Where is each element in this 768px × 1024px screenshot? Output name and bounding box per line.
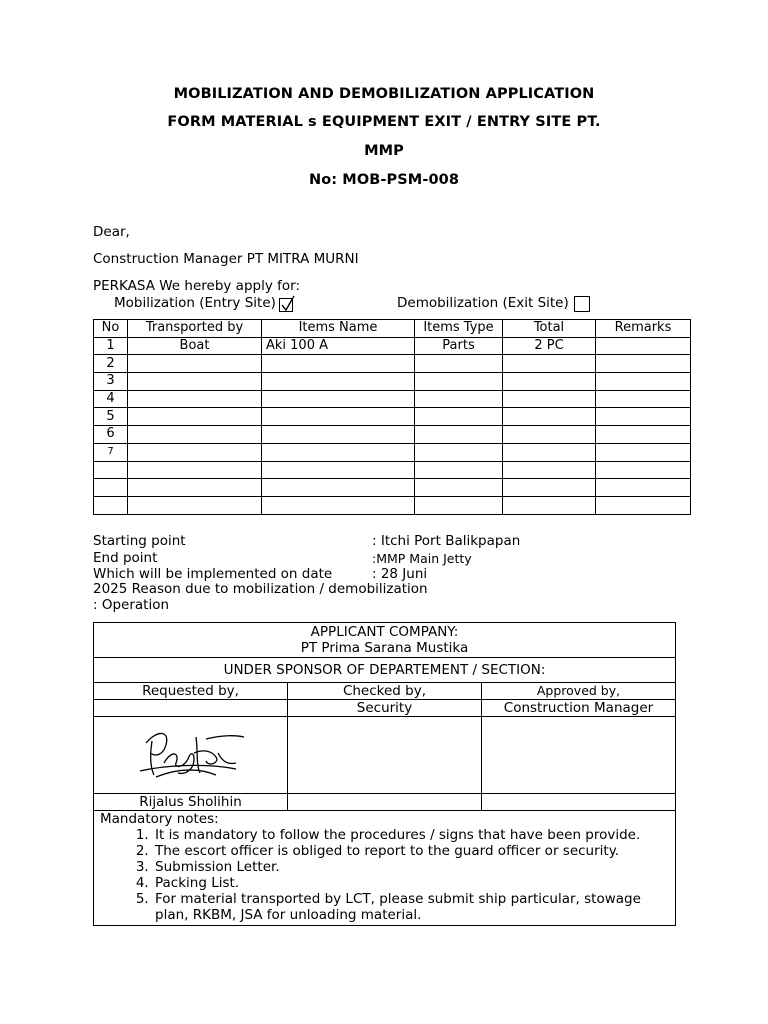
- cell-remarks: [596, 390, 691, 408]
- cell-transported-by: [128, 496, 262, 514]
- notes-title: Mandatory notes:: [100, 811, 219, 827]
- approval-table: [93, 622, 676, 926]
- mandatory-notes: [94, 811, 676, 926]
- recipient: Construction Manager PT MITRA MURNI: [93, 251, 359, 267]
- cell-items-type: Parts: [415, 337, 503, 355]
- end-label: End point: [93, 550, 158, 566]
- reason-line: 2025 Reason due to mobilization / demobilization: [93, 581, 428, 597]
- cell-items-type: [415, 479, 503, 497]
- mobilization-checkbox[interactable]: [279, 298, 293, 312]
- cell-transported-by: [128, 426, 262, 444]
- cell-total: [503, 373, 596, 391]
- mobilization-label: Mobilization (Entry Site): [114, 295, 276, 311]
- demobilization-label: Demobilization (Exit Site): [397, 295, 569, 311]
- cell-items-name: [262, 461, 415, 479]
- apply-text: PERKASA We hereby apply for:: [93, 278, 300, 294]
- cell-remarks: [596, 373, 691, 391]
- table-row: [94, 390, 691, 408]
- cell-total: [503, 390, 596, 408]
- cell-items-type: [415, 373, 503, 391]
- note-item: 1. It is mandatory to follow the procedures / signs that have been provide.: [153, 827, 669, 843]
- reason-value: : Operation: [93, 597, 170, 613]
- items-table: [93, 319, 691, 515]
- cell-no: 5: [94, 408, 128, 426]
- cell-total: [503, 355, 596, 373]
- cell-transported-by: [128, 373, 262, 391]
- cell-total: [503, 443, 596, 461]
- checked-by-label: Checked by,: [288, 683, 482, 700]
- demobilization-checkbox[interactable]: [574, 296, 590, 312]
- cell-total: [503, 408, 596, 426]
- table-row: [94, 355, 691, 373]
- requester-name: Rijalus Sholihin: [94, 794, 288, 811]
- approved-by-label: Approved by,: [482, 683, 676, 700]
- cell-total: [503, 426, 596, 444]
- col-header-items-type: Items Type: [415, 320, 503, 338]
- table-row: [94, 496, 691, 514]
- cell-items-type: [415, 390, 503, 408]
- table-row: [94, 373, 691, 391]
- table-row: [94, 479, 691, 497]
- cell-transported-by: [128, 479, 262, 497]
- cell-no: [94, 461, 128, 479]
- requested-by-label: Requested by,: [94, 683, 288, 700]
- form-title-line-3: MMP: [364, 143, 404, 159]
- col-header-items-name: Items Name: [262, 320, 415, 338]
- table-row: [94, 337, 691, 355]
- cell-transported-by: [128, 408, 262, 426]
- cell-items-name: [262, 355, 415, 373]
- note-item: 4. Packing List.: [153, 875, 669, 891]
- cell-items-type: [415, 496, 503, 514]
- cell-items-name: [262, 443, 415, 461]
- cell-remarks: [596, 479, 691, 497]
- cell-remarks: [596, 443, 691, 461]
- start-label: Starting point: [93, 533, 186, 549]
- approver-signature-cell: [482, 717, 676, 794]
- sponsor-label: UNDER SPONSOR OF DEPARTEMENT / SECTION:: [94, 658, 676, 683]
- cell-no: [94, 496, 128, 514]
- cell-transported-by: [128, 443, 262, 461]
- cell-items-name: [262, 479, 415, 497]
- cell-items-type: [415, 461, 503, 479]
- form-title-line-1: MOBILIZATION AND DEMOBILIZATION APPLICATION: [173, 86, 595, 102]
- cell-remarks: [596, 337, 691, 355]
- col-header-remarks: Remarks: [596, 320, 691, 338]
- salutation: Dear,: [93, 224, 130, 240]
- cell-no: [94, 479, 128, 497]
- cell-remarks: [596, 461, 691, 479]
- cell-total: [503, 461, 596, 479]
- cell-no: 6: [94, 426, 128, 444]
- end-value: :MMP Main Jetty: [372, 551, 472, 566]
- cell-no: 2: [94, 355, 128, 373]
- cell-no: 4: [94, 390, 128, 408]
- date-label: Which will be implemented on date: [93, 566, 333, 582]
- cell-remarks: [596, 408, 691, 426]
- cell-transported-by: [128, 355, 262, 373]
- checked-role: Security: [288, 700, 482, 717]
- cell-total: [503, 496, 596, 514]
- checker-name: [288, 794, 482, 811]
- note-item: 2. The escort officer is obliged to report to the guard officer or security.: [153, 843, 669, 859]
- cell-items-name: [262, 496, 415, 514]
- date-value: : 28 Juni: [372, 566, 428, 582]
- cell-items-name: [262, 426, 415, 444]
- cell-items-name: [262, 390, 415, 408]
- checkmark-icon: [280, 295, 296, 313]
- cell-items-name: [262, 373, 415, 391]
- cell-total: [503, 479, 596, 497]
- checker-signature-cell: [288, 717, 482, 794]
- applicant-name: PT Prima Sarana Mustika: [300, 640, 469, 656]
- applicant-cell: [94, 623, 676, 658]
- cell-items-name: [262, 408, 415, 426]
- requester-signature-cell: [94, 717, 288, 794]
- cell-transported-by: [128, 390, 262, 408]
- col-header-total: Total: [503, 320, 596, 338]
- cell-transported-by: [128, 461, 262, 479]
- table-row: [94, 461, 691, 479]
- applicant-label: APPLICANT COMPANY:: [310, 624, 459, 640]
- col-header-no: No: [94, 320, 128, 338]
- cell-no: 7: [94, 443, 128, 461]
- cell-items-name: Aki 100 A: [262, 337, 415, 355]
- table-row: [94, 443, 691, 461]
- cell-items-type: [415, 408, 503, 426]
- cell-items-type: [415, 355, 503, 373]
- cell-remarks: [596, 426, 691, 444]
- approver-name: [482, 794, 676, 811]
- table-row: [94, 408, 691, 426]
- cell-no: 3: [94, 373, 128, 391]
- requested-role: [94, 700, 288, 717]
- signature-image: [136, 723, 246, 783]
- cell-remarks: [596, 355, 691, 373]
- cell-no: 1: [94, 337, 128, 355]
- cell-total: 2 PC: [503, 337, 596, 355]
- form-number: No: MOB-PSM-008: [308, 172, 460, 188]
- note-item: 3. Submission Letter.: [153, 859, 669, 875]
- start-value: : Itchi Port Balikpapan: [372, 533, 521, 549]
- items-table-header: [94, 320, 691, 338]
- note-item: 5. For material transported by LCT, please submit ship particular, stowage plan, RKBM, JSA for unloading material.: [153, 891, 669, 923]
- cell-items-type: [415, 443, 503, 461]
- cell-transported-by: Boat: [128, 337, 262, 355]
- cell-items-type: [415, 426, 503, 444]
- approved-role: Construction Manager: [482, 700, 676, 717]
- table-row: [94, 426, 691, 444]
- col-header-transported-by: Transported by: [128, 320, 262, 338]
- form-title-line-2: FORM MATERIAL s EQUIPMENT EXIT / ENTRY SITE PT.: [167, 114, 601, 130]
- cell-remarks: [596, 496, 691, 514]
